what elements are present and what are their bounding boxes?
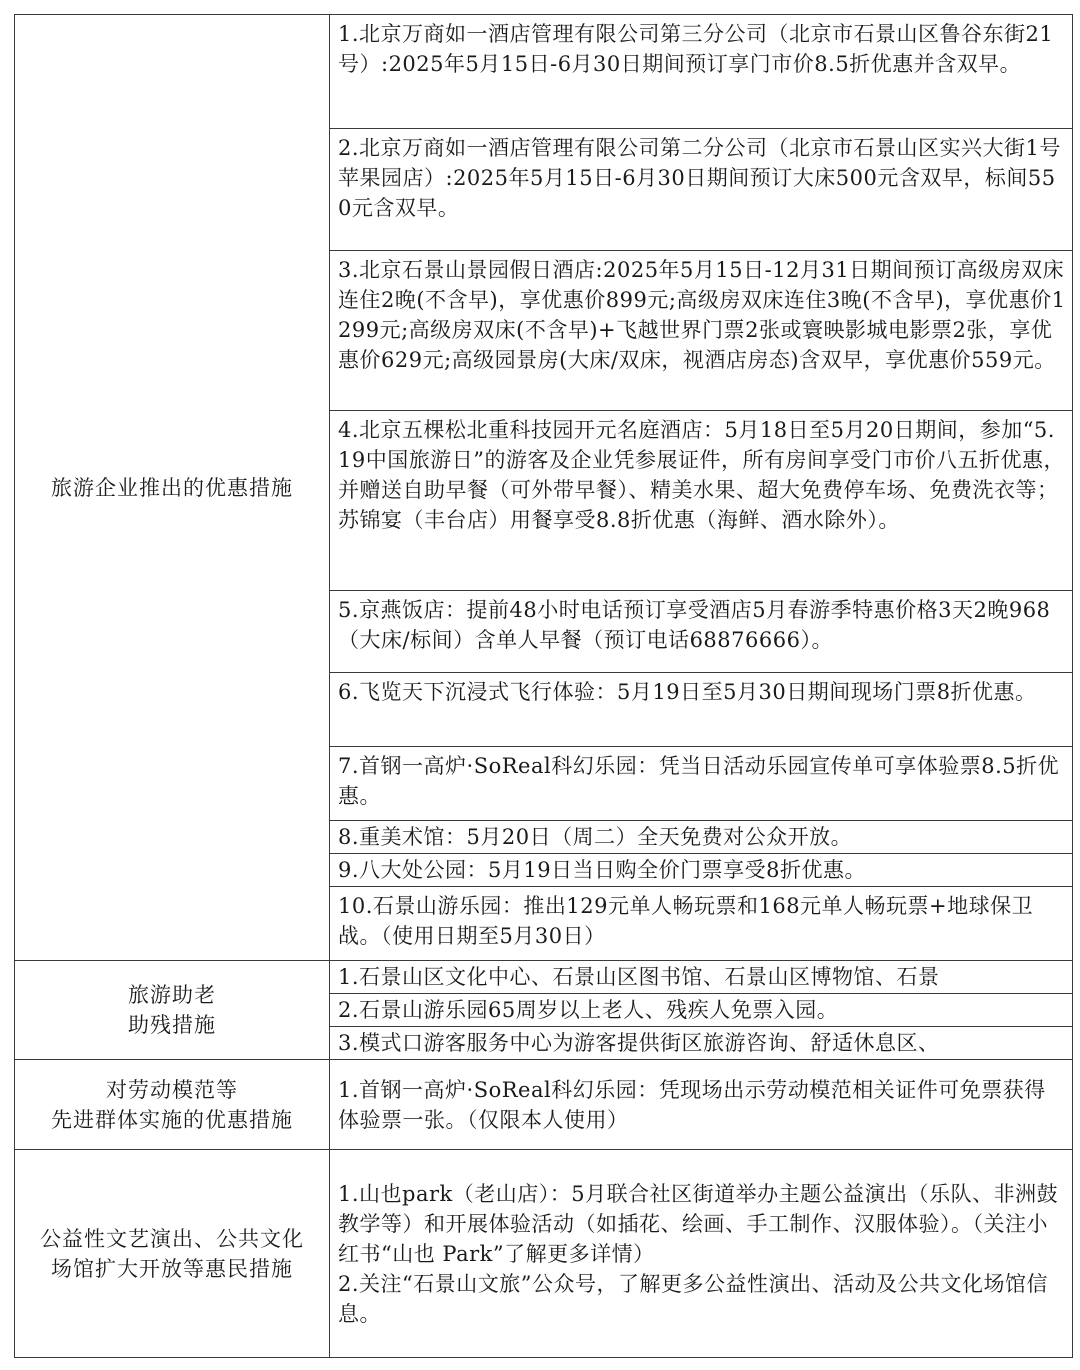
list-item: 1.首钢一高炉·SoReal科幻乐园：凭现场出示劳动模范相关证件可免票获得体验票一张。（仅限本人使用） <box>330 1060 1073 1150</box>
table-row <box>15 15 1073 129</box>
list-item: 7.首钢一高炉·SoReal科幻乐园：凭当日活动乐园宣传单可享体验票8.5折优惠。 <box>330 747 1073 821</box>
category-label: 旅游企业推出的优惠措施 <box>51 475 293 500</box>
category-label: 对劳动模范等 先进群体实施的优惠措施 <box>51 1077 293 1132</box>
category-label: 公益性文艺演出、公共文化 场馆扩大开放等惠民措施 <box>40 1226 304 1281</box>
list-item: 9.八大处公园：5月19日当日购全价门票享受8折优惠。 <box>330 854 1073 887</box>
category-cell-model-workers <box>15 1060 330 1150</box>
list-item-group <box>330 1150 1073 1358</box>
category-cell-enterprise-discounts <box>15 15 330 961</box>
list-item: 1.石景山区文化中心、石景山区图书馆、石景山区博物馆、石景 <box>330 961 1073 994</box>
category-cell-elderly-disabled <box>15 961 330 1060</box>
list-item: 10.石景山游乐园：推出129元单人畅玩票和168元单人畅玩票+地球保卫战。（使用日期至5月30日） <box>330 887 1073 961</box>
list-item: 3.北京石景山景园假日酒店:2025年5月15日-12月31日期间预订高级房双床连住2晚(不含早)，享优惠价899元;高级房双床连住3晚(不含早)，享优惠价1299元;高级房双床(不含早)+飞越世界门票2张或寰映影城电影票2张，享优惠价629元;高级园景房(大床/双床，视酒店房态)含双早，享优惠价559元。 <box>330 251 1073 411</box>
list-item: 1.北京万商如一酒店管理有限公司第三分公司（北京市石景山区鲁谷东街21号）:2025年5月15日-6月30日期间预订享门市价8.5折优惠并含双早。 <box>330 15 1073 129</box>
list-item: 2.关注“石景山文旅”公众号，了解更多公益性演出、活动及公共文化场馆信息。 <box>338 1271 1049 1326</box>
category-cell-public-culture <box>15 1150 330 1358</box>
category-label: 旅游助老 助残措施 <box>128 983 216 1037</box>
table-row <box>15 1060 1073 1150</box>
list-item: 2.石景山游乐园65周岁以上老人、残疾人免票入园。 <box>330 994 1073 1027</box>
list-item: 1.山也park（老山店）：5月联合社区街道举办主题公益演出（乐队、非洲鼓教学等）和开展体验活动（如插花、绘画、手工制作、汉服体验）。（关注小红书“山也 Park”了解更多详情） <box>338 1181 1059 1266</box>
list-item: 8.重美术馆：5月20日（周二）全天免费对公众开放。 <box>330 821 1073 854</box>
list-item: 3.模式口游客服务中心为游客提供街区旅游咨询、舒适休息区、 <box>330 1027 1073 1060</box>
promotions-table <box>14 14 1073 1358</box>
list-item: 4.北京五棵松北重科技园开元名庭酒店：5月18日至5月20日期间，参加“5.19中国旅游日”的游客及企业凭参展证件，所有房间享受门市价八五折优惠，并赠送自助早餐（可外带早餐）、精美水果、超大免费停车场、免费洗衣等；苏锦宴（丰台店）用餐享受8.8折优惠（海鲜、酒水除外）。 <box>330 411 1073 591</box>
list-item: 5.京燕饭店：提前48小时电话预订享受酒店5月春游季特惠价格3天2晚968（大床/标间）含单人早餐（预订电话68876666）。 <box>330 591 1073 673</box>
table-row <box>15 1150 1073 1358</box>
table-row <box>15 961 1073 994</box>
list-item: 2.北京万商如一酒店管理有限公司第二分公司（北京市石景山区实兴大街1号苹果园店）:2025年5月15日-6月30日期间预订大床500元含双早，标间550元含双早。 <box>330 129 1073 251</box>
list-item: 6.飞览天下沉浸式飞行体验：5月19日至5月30日期间现场门票8折优惠。 <box>330 673 1073 747</box>
